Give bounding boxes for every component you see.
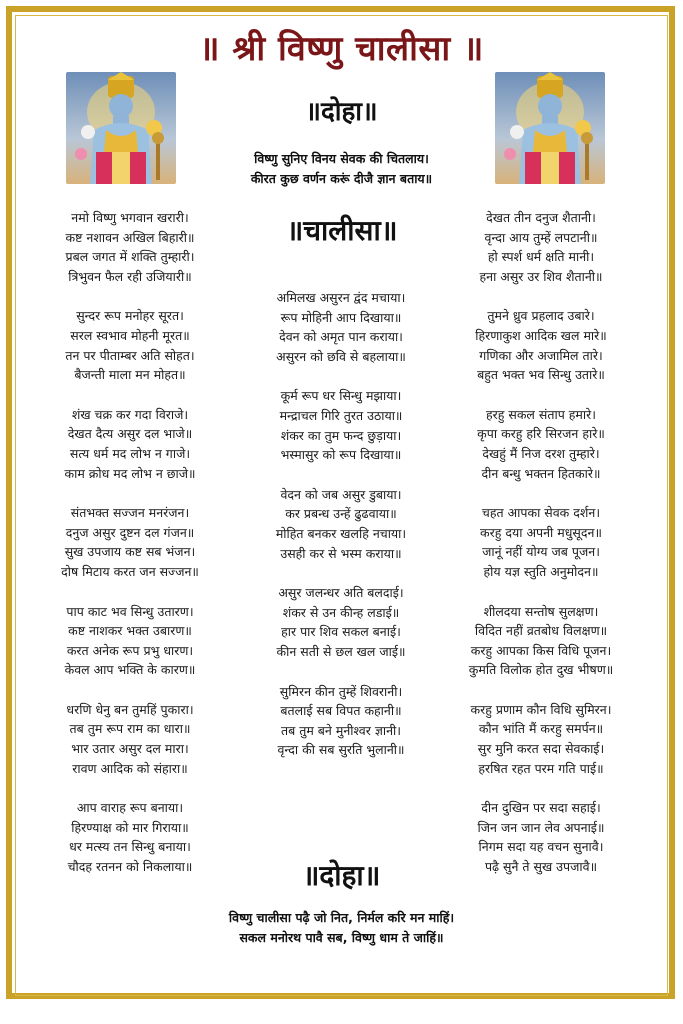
- verse-line: हिरणाकुश आदिक खल मारे॥: [475, 327, 607, 343]
- verse-line: त्रिभुवन फैल रही उजियारी॥: [68, 268, 192, 284]
- verse-stanza: [441, 602, 641, 680]
- verse-line: कष्ट नशावन अखिल बिहारी॥: [65, 229, 195, 245]
- doha-bottom-heading: ॥दोहा॥: [302, 859, 381, 892]
- doha-top-line: कीरत कुछ वर्णन करूं दीजै ज्ञान बताय॥: [250, 171, 433, 186]
- doha-bottom-verse: [0, 908, 683, 948]
- verse-line: करत अनेक रूप प्रभु धारण।: [66, 642, 194, 658]
- verse-line: करहु दया अपनी मधुसूदन॥: [480, 524, 602, 540]
- verse-line: सुर मुनि करत सदा सेवकाई।: [477, 741, 605, 757]
- verse-stanza: [30, 306, 230, 384]
- verse-line: असुर जलन्धर अति बलदाई।: [278, 585, 404, 601]
- verse-line: दीन दुखिन पर सदा सहाई।: [481, 800, 601, 816]
- verse-line: धर मत्स्य तन सिन्धु बनाया।: [69, 839, 191, 855]
- verse-line: निगम सदा यह वचन सुनावै।: [478, 839, 604, 855]
- verse-line: वृन्दा की सब सुरति भुलानी॥: [277, 742, 405, 758]
- verse-line: हना असुर उर शिव शैतानी॥: [479, 268, 603, 284]
- verse-line: तन पर पीताम्बर अति सोहत।: [65, 347, 195, 363]
- doha-top-verse: [0, 149, 683, 189]
- verse-stanza: [30, 700, 230, 778]
- verse-stanza: [241, 682, 441, 760]
- verse-line: रूप मोहिनी आप दिखाया॥: [280, 309, 402, 325]
- verse-line: अमिलख असुरन द्वंद मचाया।: [276, 290, 406, 305]
- verse-line: तब तुम रूप राम का धारा॥: [69, 721, 191, 737]
- verse-line: सुमिरन कीन तुम्हें शिवरानी।: [279, 683, 403, 699]
- verse-line: मोहित बनकर खलहि नचाया।: [275, 525, 407, 541]
- verse-line: वेदन को जब असुर डुबाया।: [280, 486, 402, 502]
- verse-line: कृपा करहु हरि सिरजन हारे॥: [477, 426, 605, 442]
- verse-line: बहुत भक्त भव सिन्धु उतारे॥: [477, 367, 605, 383]
- verse-line: हरहु सकल संताप हमारे।: [486, 406, 596, 422]
- verse-line: देखहुं मैं निज दरश तुम्हारे।: [482, 445, 600, 461]
- center-verse-column: [241, 288, 441, 780]
- verse-line: रावण आदिक को संहारा॥: [72, 760, 188, 776]
- verse-stanza: [30, 503, 230, 581]
- verse-stanza: [441, 700, 641, 778]
- verse-line: भस्मासुर को रूप दिखाया॥: [280, 447, 402, 463]
- left-verse-column: [30, 208, 230, 897]
- verse-line: हरषित रहत परम गति पाई॥: [478, 760, 604, 776]
- doha-bottom-line: सकल मनोरथ पावै सब, विष्णु धाम ते जाहिं॥: [239, 930, 444, 945]
- verse-line: पढ़ै सुनै ते सुख उपजावै॥: [484, 859, 598, 875]
- verse-line: पाप काट भव सिन्धु उतारण।: [66, 603, 194, 619]
- verse-line: हो स्पर्श धर्म क्षति मानी।: [487, 249, 595, 265]
- verse-line: तब तुम बने मुनीश्वर ज्ञानी।: [280, 722, 402, 738]
- verse-line: करहु प्रणाम कौन विधि सुमिरन।: [470, 701, 612, 717]
- verse-line: काम क्रोध मद लोभ न छाजे॥: [64, 465, 196, 481]
- doha-bottom-line: विष्णु चालीसा पढ़ै जो नित, निर्मल करि मन माहिं।: [228, 910, 455, 925]
- verse-line: विदित नहीं व्रतबोध विलक्षण॥: [474, 623, 608, 639]
- verse-line: शंख चक्र कर गदा विराजे।: [71, 406, 189, 422]
- verse-line: कूर्म रूप धर सिन्धु मझाया।: [280, 388, 402, 404]
- verse-stanza: [241, 583, 441, 661]
- verse-line: कीन सती से छल खल जाई॥: [276, 643, 406, 659]
- verse-stanza: [441, 503, 641, 581]
- verse-line: देवन को अमृत पान कराया।: [279, 329, 403, 345]
- verse-stanza: [241, 386, 441, 464]
- right-verse-column: [441, 208, 641, 897]
- verse-line: दनुज असुर दुष्टन दल गंजन॥: [65, 524, 195, 540]
- page-title: ॥ श्री विष्णु चालीसा ॥: [199, 29, 484, 69]
- verse-line: दीन बन्धु भक्तन हितकारे॥: [481, 465, 601, 481]
- verse-stanza: [30, 208, 230, 286]
- doha-top-heading: ॥दोहा॥: [305, 97, 378, 127]
- verse-stanza: [441, 306, 641, 384]
- verse-stanza: [441, 405, 641, 483]
- verse-line: कुमति विलोक होत दुख भीषण॥: [468, 662, 614, 678]
- verse-line: वृन्दा आय तुम्हें लपटानी॥: [484, 229, 598, 245]
- verse-line: करहु आपका किस विधि पूजन।: [470, 642, 612, 658]
- verse-line: शंकर से उन कीन्ह लडाई॥: [282, 604, 400, 620]
- verse-line: उसही कर से भस्म कराया॥: [280, 545, 402, 561]
- verse-line: धरणि धेनु बन तुमहिं पुकारा।: [66, 701, 194, 717]
- verse-line: हिरण्याक्ष को मार गिराया॥: [71, 819, 189, 835]
- verse-line: प्रबल जगत में शक्ति तुम्हारी।: [65, 249, 195, 265]
- verse-line: शंकर का तुम फन्द छुड़ाया।: [280, 427, 402, 443]
- verse-line: शीलदया सन्तोष सुलक्षण।: [483, 603, 599, 619]
- verse-line: मन्द्राचल गिरि तुरत उठाया॥: [279, 407, 403, 423]
- verse-stanza: [241, 288, 441, 366]
- verse-line: असुरन को छवि से बहलाया॥: [276, 348, 406, 364]
- verse-stanza: [441, 208, 641, 286]
- verse-line: देखत तीन दनुज शैतानी।: [486, 210, 596, 225]
- chalisa-heading: ॥चालीसा॥: [286, 214, 398, 247]
- verse-line: सत्य धर्म मद लोभ न गाजे।: [69, 445, 191, 461]
- verse-line: कष्ट नाशकर भक्त उबारण॥: [68, 623, 192, 639]
- doha-top-line: विष्णु सुनिए विनय सेवक की चितलाय।: [254, 151, 429, 166]
- verse-line: गणिका और अजामिल तारे।: [479, 347, 603, 363]
- verse-line: चहत आपका सेवक दर्शन।: [481, 505, 601, 521]
- verse-line: जानूं नहीं योग्य जब पूजन।: [482, 544, 600, 560]
- verse-line: कौन भांति मैं करहु समर्पन॥: [478, 721, 604, 737]
- verse-line: दोष मिटाय करत जन सज्जन॥: [61, 563, 199, 579]
- verse-line: सुख उपजाय कष्ट सब भंजन।: [64, 544, 196, 560]
- verse-line: देखत दैत्य असुर दल भाजे॥: [67, 426, 193, 442]
- verse-line: चौदह रतनन को निकलाया॥: [67, 859, 193, 875]
- verse-line: होय यज्ञ स्तुति अनुमोदन॥: [483, 563, 599, 579]
- verse-line: भार उतार असुर दल मारा।: [71, 741, 189, 757]
- verse-line: सुन्दर रूप मनोहर सूरत।: [76, 308, 184, 324]
- verse-line: बैजन्ती माला मन मोहत॥: [74, 367, 186, 383]
- verse-stanza: [241, 485, 441, 563]
- verse-line: केवल आप भक्ति के कारण॥: [64, 662, 196, 678]
- verse-line: नमो विष्णु भगवान खरारी।: [71, 210, 189, 225]
- verse-line: सरल स्वभाव मोहनी मूरत॥: [70, 327, 190, 343]
- verse-line: जिन जन जान लेव अपनाई॥: [477, 819, 605, 835]
- verse-line: आप वाराह रूप बनाया।: [76, 800, 184, 816]
- verse-line: संतभक्त सज्जन मनरंजन।: [70, 505, 190, 521]
- verse-line: तुमने ध्रुव प्रहलाद उबारे।: [487, 308, 595, 324]
- verse-stanza: [30, 405, 230, 483]
- verse-line: बतलाई सब विपत कहानी॥: [280, 703, 402, 719]
- verse-stanza: [30, 602, 230, 680]
- verse-line: कर प्रबन्ध उन्हें ढुढवाया॥: [285, 506, 397, 522]
- verse-line: हार पार शिव सकल बनाई।: [281, 624, 401, 640]
